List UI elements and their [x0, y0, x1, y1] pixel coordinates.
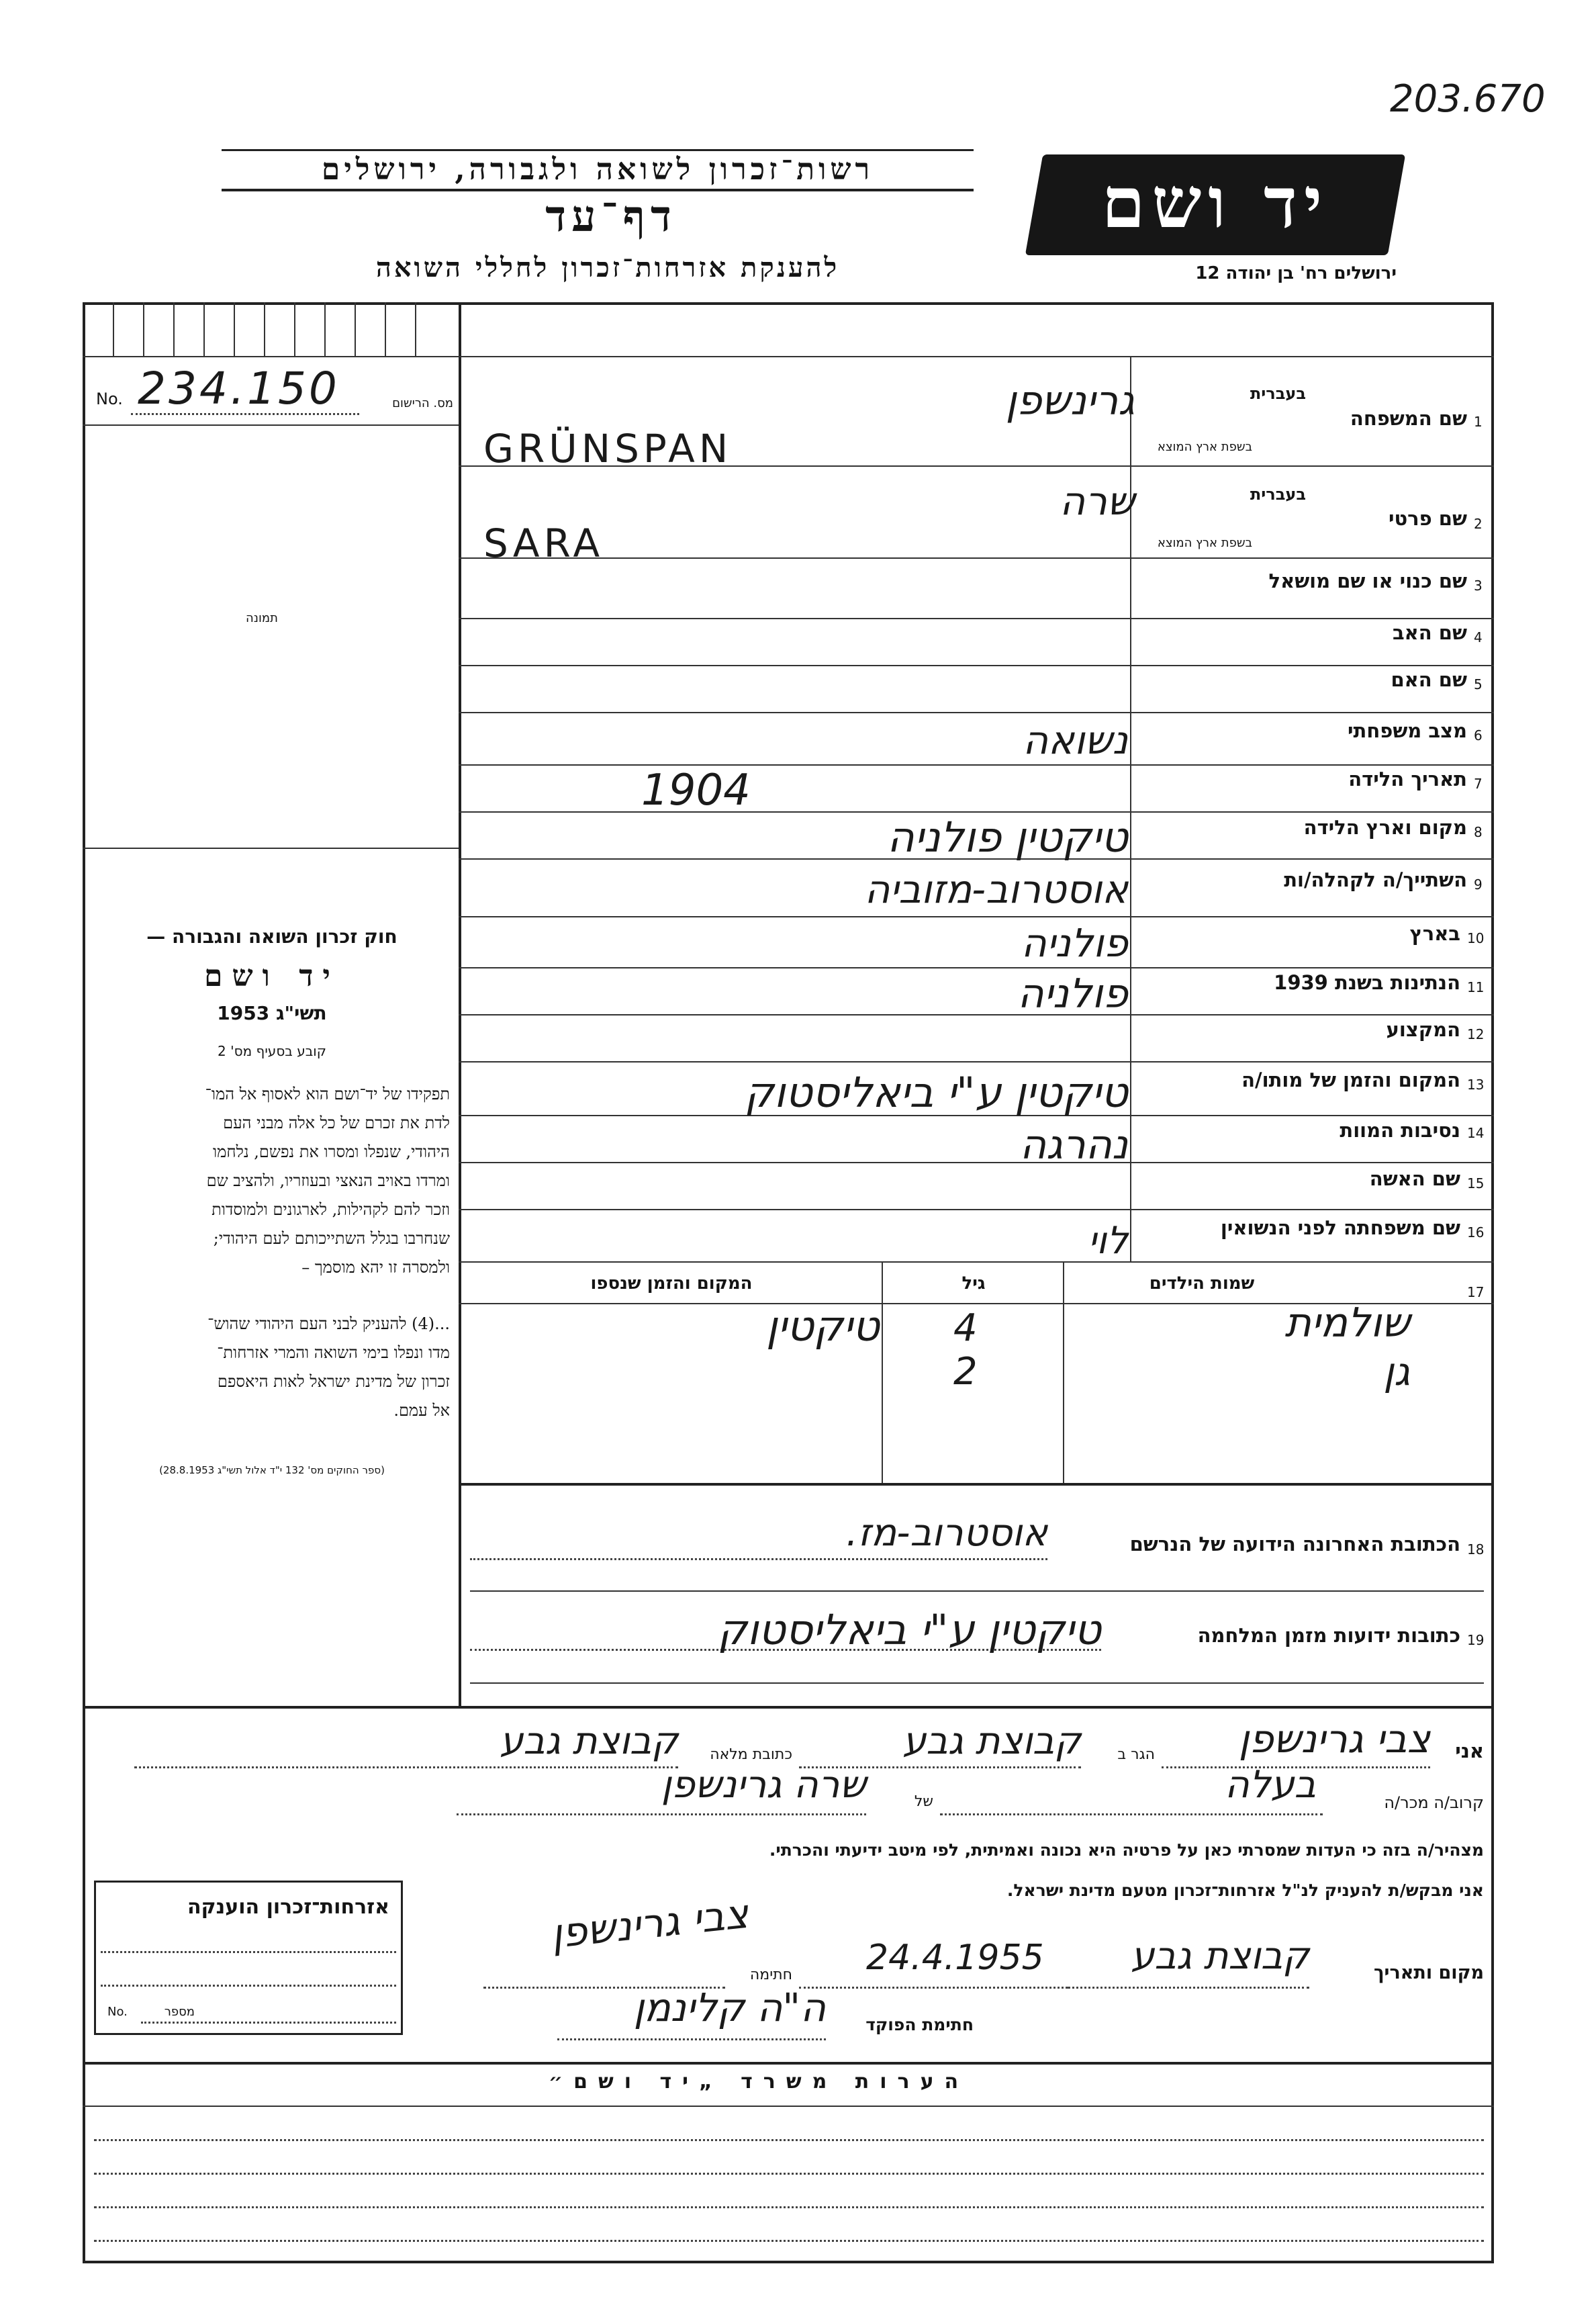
row-line — [459, 916, 1494, 917]
field-16-label: שם משפחתה לפני הנשואין — [1220, 1216, 1460, 1239]
field-16-value[interactable]: לוי — [1088, 1219, 1128, 1263]
field-17-num: 17 — [1467, 1284, 1485, 1300]
field-6-num: 6 — [1474, 727, 1483, 743]
law-body-line: לדת את זכרם של כל אלה מבני העם — [223, 1114, 450, 1132]
child-1-name[interactable]: שולמית — [1284, 1300, 1410, 1347]
law-clause4-line: זכרון של מדינת ישראל לאות היאספם — [217, 1372, 450, 1391]
field-8-num: 8 — [1474, 824, 1483, 840]
award-stamp-title: אזרחות־זכרון הוענקה — [187, 1895, 389, 1919]
notes-top-line — [83, 2062, 1494, 2065]
registration-label: מס. הרישום — [392, 396, 453, 410]
field-9-num: 9 — [1474, 876, 1483, 893]
field-3-label: שם כנוי או שם מושאל — [1268, 570, 1467, 592]
law-clause4-line: ...(4) להעניק לבני העם היהודי שהוש־ — [207, 1314, 450, 1333]
notes-line — [94, 2139, 1484, 2141]
children-col-divider — [1063, 1261, 1064, 1483]
stamp-line — [141, 2022, 396, 2024]
decl-address-label: כתובת מלאה — [710, 1746, 792, 1763]
field-4-num: 4 — [1474, 629, 1483, 645]
decl-date[interactable]: 24.4.1955 — [866, 1938, 1044, 1978]
child-2-name[interactable]: גן — [1383, 1349, 1410, 1394]
decl-resides[interactable]: קבוצת גבע — [902, 1719, 1081, 1763]
field-14-value[interactable]: נהרגה — [1019, 1122, 1128, 1169]
office-notes-title: הערות משרד „יד ושם״ — [548, 2070, 970, 2093]
field-12-num: 12 — [1467, 1026, 1485, 1042]
decl-declarant[interactable]: צבי גרינשפן — [1238, 1716, 1430, 1762]
law-body-line: ומרדו באויב הנאצי ובעוזריו, ולהציב שם — [206, 1171, 450, 1190]
child-1-age[interactable]: 4 — [953, 1306, 978, 1350]
row-line — [459, 1261, 1494, 1263]
row-line — [459, 665, 1494, 666]
law-clause: קובע בסעיף מס' 2 — [218, 1043, 326, 1059]
row-line — [459, 967, 1494, 968]
decl-place-date-label: מקום ותאריך — [1373, 1962, 1484, 1983]
field-19-value[interactable]: טיקטין ע"י ביאליסטוק — [717, 1605, 1101, 1654]
decl-relation-label: קרוב/ה מכר/ה — [1384, 1793, 1484, 1812]
field-1-num: 1 — [1474, 414, 1483, 430]
field-18-label: הכתובת האחרונה הידועה של הנרשם — [1129, 1533, 1460, 1555]
row-line — [459, 557, 1494, 559]
box-divider — [294, 302, 295, 356]
decl-place[interactable]: קבוצת גבע — [1131, 1934, 1309, 1978]
field-19-label: כתובות ידועות מזמן המלחמה — [1197, 1624, 1460, 1647]
field-19-num: 19 — [1467, 1632, 1485, 1648]
stamp-line — [101, 1951, 396, 1953]
decl-of-label: של — [914, 1793, 933, 1810]
field-2-sub-origin: בשפת ארץ המוצא — [1157, 536, 1252, 550]
decl-resides-label: הגר ב — [1117, 1746, 1155, 1763]
row-line — [459, 764, 1494, 766]
field-16-num: 16 — [1467, 1224, 1485, 1240]
box-divider — [143, 302, 144, 356]
box-divider — [173, 302, 175, 356]
field-7-value[interactable]: 1904 — [641, 766, 751, 815]
law-clause4-line: אל עמם. — [393, 1401, 450, 1420]
field-19-second-line — [470, 1682, 1484, 1684]
left-column-divider — [459, 302, 461, 1706]
field-13-label: המקום והזמן של מותו/ה — [1241, 1069, 1460, 1091]
box-divider — [264, 302, 265, 356]
law-name: יד ושם — [204, 959, 340, 993]
decl-commander[interactable]: ה"ה קלינמן — [633, 1985, 826, 2030]
children-col-age: גיל — [961, 1273, 986, 1294]
field-10-value[interactable]: פולניה — [1021, 920, 1128, 966]
photo-box-bottom — [83, 848, 459, 849]
form-subtitle: להענקת אזרחות־זכרון לחללי השואה — [375, 252, 840, 283]
decl-line — [799, 1987, 1068, 1989]
field-14-num: 14 — [1467, 1125, 1485, 1141]
registration-number[interactable]: 234.150 — [138, 363, 340, 414]
page-number: 203.670 — [1390, 77, 1546, 121]
decl-line — [557, 2038, 826, 2040]
field-2-value-hebrew[interactable]: שרה — [1060, 478, 1135, 524]
decl-line — [940, 1813, 1323, 1815]
field-1-value-origin[interactable]: GRÜNSPAN — [483, 426, 733, 471]
field-18-num: 18 — [1467, 1541, 1485, 1557]
decl-line — [1068, 1987, 1309, 1989]
stamp-line — [101, 1985, 396, 1987]
field-8-value[interactable]: טיקטין פולניה — [887, 813, 1128, 862]
box-divider — [234, 302, 235, 356]
children-table-bottom — [459, 1483, 1494, 1486]
box-divider — [355, 302, 356, 356]
field-1-sub-hebrew: בעברית — [1250, 384, 1306, 403]
top-strip-line — [83, 356, 1494, 357]
field-5-num: 5 — [1474, 676, 1483, 692]
law-year: תשי"ג 1953 — [217, 1002, 327, 1024]
notes-line — [94, 2206, 1484, 2208]
decl-i-label: אני — [1455, 1739, 1484, 1762]
form-title: דף־עד — [545, 191, 677, 242]
row-line — [459, 712, 1494, 713]
decl-address[interactable]: קבוצת גבע — [500, 1719, 678, 1763]
field-15-label: שם האשה — [1369, 1167, 1460, 1190]
field-10-num: 10 — [1467, 930, 1485, 946]
law-clause4 — [94, 1310, 450, 1425]
field-1-label: שם המשפחה — [1350, 407, 1467, 430]
field-14-label: נסיבות המוות — [1340, 1119, 1460, 1142]
field-9-value[interactable]: אוסטרוב-מזוביה — [864, 866, 1128, 912]
authority-title: רשות־זכרון לשואה ולגבורה, ירושלים — [222, 149, 974, 191]
box-divider — [385, 302, 386, 356]
children-col-place: המקום והזמן שנספו — [590, 1273, 753, 1294]
field-10-label: בארץ — [1409, 922, 1460, 945]
registration-line — [83, 424, 459, 426]
decl-signature[interactable]: צבי גרינשפן — [549, 1890, 751, 1958]
field-8-label: מקום וארץ הלידה — [1303, 816, 1467, 839]
field-6-value[interactable]: נשואה — [1023, 717, 1128, 763]
law-body-line: תפקידו של יד־ושם הוא לאסוף אל המו־ — [205, 1085, 450, 1103]
law-body-line: ולמסרה זו יהא מוסמך – — [301, 1258, 450, 1277]
field-11-value[interactable]: פולניה — [1017, 970, 1128, 1018]
award-stamp-number-label: מספר — [164, 2005, 195, 2019]
notes-line — [94, 2240, 1484, 2242]
field-1-sub-origin: בשפת ארץ המוצא — [1157, 440, 1252, 454]
logo-text: יד ושם — [1101, 161, 1329, 244]
decl-statement-1: מצהיר/ה בזה כי העדות שמסרתי כאן על פרטיה היא נכונה ואמיתית, לפי מיטב ידיעתי והכרתי. — [769, 1840, 1484, 1860]
row-line — [459, 1209, 1494, 1210]
field-3-num: 3 — [1474, 578, 1483, 594]
logo-address: ירושלים רח' בן יהודה 12 — [1195, 263, 1397, 283]
box-divider — [415, 302, 416, 356]
box-divider — [203, 302, 205, 356]
field-9-label: השתייך/ה לקהלה/ות — [1284, 868, 1467, 891]
award-stamp-no: No. — [107, 2005, 128, 2019]
field-18-line — [470, 1558, 1047, 1560]
law-body-line: וזכר להם לקהילות, לארגונים ולמוסדות — [212, 1200, 450, 1219]
decl-statement-2: אני מבקש/ת להעניק לנ"ל אזרחות־זכרון מטעם מדינת ישראל. — [1006, 1881, 1484, 1900]
field-2-value-origin[interactable]: SARA — [483, 521, 604, 566]
decl-relation[interactable]: בעלה — [1225, 1763, 1316, 1807]
field-13-value[interactable]: טיקטין ע"י ביאליסטוק — [744, 1068, 1128, 1117]
field-2-label: שם פרטי — [1388, 507, 1467, 530]
law-heading: חוק זכרון השואה והגבורה — — [146, 925, 397, 948]
law-clause4-line: מדו ונפלו בימי השואה והמרי אזרחות־ — [217, 1343, 450, 1362]
children-col-names: שמות הילדים — [1149, 1273, 1255, 1294]
row-line — [459, 618, 1494, 619]
field-11-label: הנתינות בשנת 1939 — [1274, 971, 1460, 994]
box-divider — [113, 302, 114, 356]
law-body-line: היהודי, שנפלו ומסרו את נפשם, נלחמו — [213, 1142, 450, 1161]
children-col-divider — [882, 1261, 883, 1483]
field-4-label: שם האב — [1392, 621, 1467, 644]
field-5-label: שם האם — [1391, 668, 1467, 691]
field-15-num: 15 — [1467, 1175, 1485, 1191]
law-body-line: שנחרבו בגלל השתייכותם לעם היהודי; — [213, 1229, 450, 1248]
child-1-place[interactable]: טיקטין — [765, 1302, 880, 1351]
law-source: (ספר החוקים מס' 132 י"ד אלול תשי"ג 28.8.1953) — [159, 1464, 385, 1476]
field-7-label: תאריך הלידה — [1348, 768, 1467, 790]
field-2-sub-hebrew: בעברית — [1250, 485, 1306, 504]
law-body — [94, 1080, 450, 1282]
field-13-num: 13 — [1467, 1077, 1485, 1093]
field-18-second-line — [470, 1590, 1484, 1592]
notes-title-line — [83, 2106, 1494, 2107]
field-1-value-hebrew[interactable]: גרינשפן — [1005, 377, 1135, 424]
field-12-label: המקצוע — [1386, 1018, 1460, 1041]
field-18-value[interactable]: אוסטרוב-מז. — [845, 1511, 1047, 1555]
notes-line — [94, 2173, 1484, 2175]
field-7-num: 7 — [1474, 776, 1483, 792]
decl-signature-label: חתימה — [749, 1967, 792, 1983]
photo-label: תמונה — [246, 611, 278, 625]
declaration-top-line — [83, 1706, 1494, 1709]
registration-prefix: No. — [96, 390, 123, 408]
decl-commander-label: חתימת הפוקד — [865, 2015, 974, 2034]
decl-of[interactable]: שרה גרינשפן — [661, 1763, 866, 1807]
decl-line — [457, 1813, 866, 1815]
row-line — [459, 1061, 1494, 1063]
field-6-label: מצב משפחתי — [1347, 719, 1467, 742]
child-2-age[interactable]: 2 — [953, 1350, 978, 1394]
field-11-num: 11 — [1467, 979, 1485, 995]
field-2-num: 2 — [1474, 516, 1483, 532]
box-divider — [324, 302, 326, 356]
